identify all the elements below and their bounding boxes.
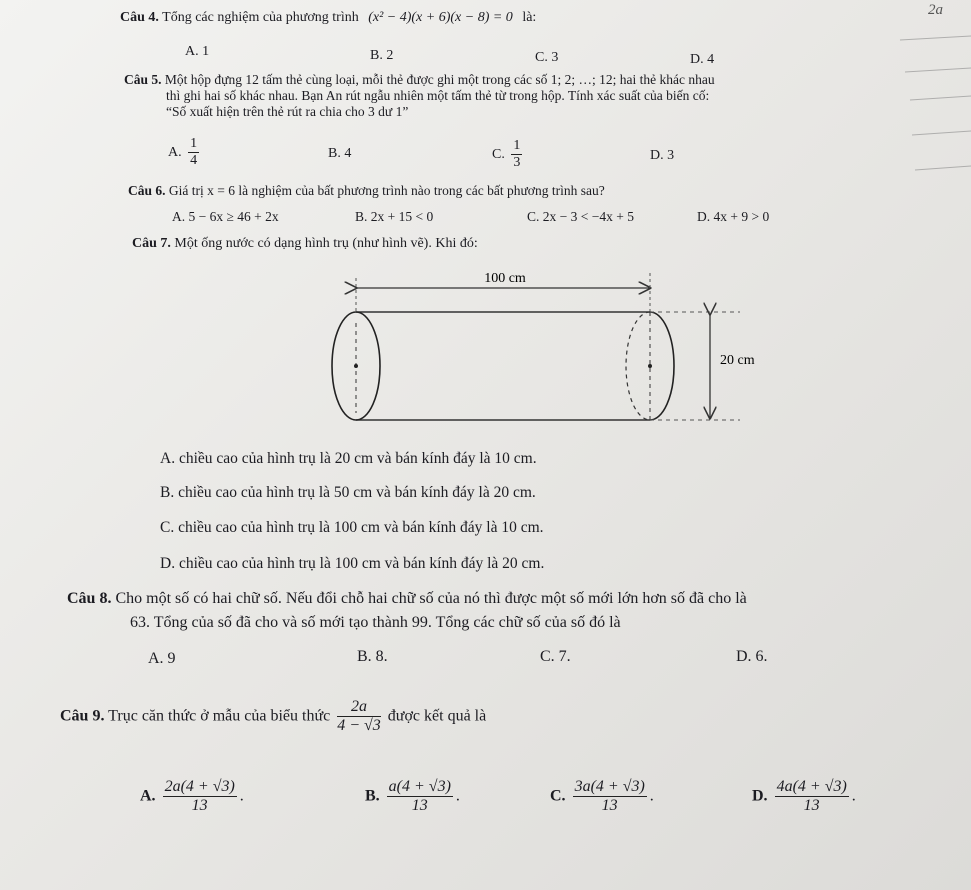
length-label: 100 cm	[484, 271, 526, 286]
q4-option-b[interactable]: B. 2	[370, 48, 394, 63]
q6-label: Câu 6.	[128, 183, 166, 198]
q4-option-d[interactable]: D. 4	[690, 52, 715, 67]
q6-text: Giá trị x = 6 là nghiệm của bất phương trình nào trong các bất phương trình sau?	[168, 183, 605, 198]
q7-option-b[interactable]: B. chiều cao của hình trụ là 50 cm và bán kính đáy là 20 cm.	[160, 484, 536, 501]
q9-option-a[interactable]: A. $\frac{2a(4 + √3)}{13}$ .	[140, 778, 244, 815]
q4-label: Câu 4.	[120, 10, 159, 25]
q8-line1	[67, 590, 747, 608]
q9-expression: $\frac{2a}{4 - √3}$	[337, 698, 381, 735]
q7-option-a[interactable]: A. chiều cao của hình trụ là 20 cm và bán kính đáy là 10 cm.	[160, 450, 537, 467]
q6-option-d[interactable]: D. 4x + 9 > 0	[697, 209, 770, 224]
q5-option-c[interactable]: C. $\frac{1}{3}$	[492, 138, 521, 171]
q6-stem	[128, 183, 605, 199]
q8-option-c[interactable]: C. 7.	[540, 648, 571, 665]
q5-text1: Một hộp đựng 12 tấm thẻ cùng loại, mỗi thẻ được ghi một trong các số 1; 2; …; 12; hai thẻ khác nhau	[164, 72, 715, 87]
q9-label: Câu 9.	[60, 707, 105, 725]
q7-label: Câu 7.	[132, 236, 171, 251]
q5-line1	[124, 72, 715, 88]
q9-stem	[60, 698, 486, 736]
q8-option-a[interactable]: A. 9	[148, 650, 176, 667]
q9-option-d[interactable]: D. $\frac{4a(4 + √3)}{13}$ .	[752, 778, 856, 815]
q5-label: Câu 5.	[124, 72, 162, 87]
q4-option-a[interactable]: A. 1	[185, 44, 210, 59]
corner-note: 2a	[928, 2, 943, 18]
right-base-back	[626, 312, 650, 420]
q5-line2: thì ghi hai số khác nhau. Bạn An rút ngẫu nhiên một tấm thẻ từ trong hộp. Tính xác suất của biến cố:	[166, 88, 710, 103]
q4-stem	[120, 10, 536, 26]
q5-line3: “Số xuất hiện trên thẻ rút ra chia cho 3 dư 1”	[166, 104, 409, 119]
q4-suffix: là:	[522, 10, 537, 25]
q9-option-c[interactable]: C. $\frac{3a(4 + √3)}{13}$ .	[550, 778, 654, 815]
q4-option-c[interactable]: C. 3	[535, 50, 559, 65]
q8-line2: 63. Tổng của số đã cho và số mới tạo thành 99. Tổng các chữ số của số đó là	[130, 614, 621, 631]
cylinder-figure	[320, 268, 780, 438]
q8-label: Câu 8.	[67, 590, 112, 607]
q5-option-a[interactable]: A. $\frac{1}{4}$	[168, 136, 198, 169]
q6-option-a[interactable]: A. 5 − 6x ≥ 46 + 2x	[172, 209, 279, 224]
q4-text: Tổng các nghiệm của phương trình	[162, 10, 359, 25]
q8-option-b[interactable]: B. 8.	[357, 648, 388, 665]
q5-option-d[interactable]: D. 3	[650, 148, 675, 163]
q9-text: Trục căn thức ở mẫu của biểu thức	[108, 707, 331, 725]
q6-option-c[interactable]: C. 2x − 3 < −4x + 5	[527, 209, 634, 224]
q4-equation: (x² − 4)(x + 6)(x − 8) = 0	[368, 10, 513, 25]
diameter-label: 20 cm	[720, 353, 755, 368]
q7-option-c[interactable]: C. chiều cao của hình trụ là 100 cm và bán kính đáy là 10 cm.	[160, 519, 544, 536]
q8-option-d[interactable]: D. 6.	[736, 648, 768, 665]
q8-text1: Cho một số có hai chữ số. Nếu đổi chỗ hai chữ số của nó thì được một số mới lớn hơn số đã cho là	[115, 590, 747, 607]
q9-suffix: được kết quả là	[387, 707, 487, 725]
q9-option-b[interactable]: B. $\frac{a(4 + √3)}{13}$ .	[365, 778, 460, 815]
q7-text: Một ống nước có dạng hình trụ (như hình vẽ). Khi đó:	[174, 236, 478, 251]
q5-option-b[interactable]: B. 4	[328, 146, 352, 161]
q7-stem	[132, 236, 478, 252]
q6-option-b[interactable]: B. 2x + 15 < 0	[355, 209, 434, 224]
q7-option-d[interactable]: D. chiều cao của hình trụ là 100 cm và bán kính đáy là 20 cm.	[160, 555, 545, 572]
right-base-front	[650, 312, 674, 420]
